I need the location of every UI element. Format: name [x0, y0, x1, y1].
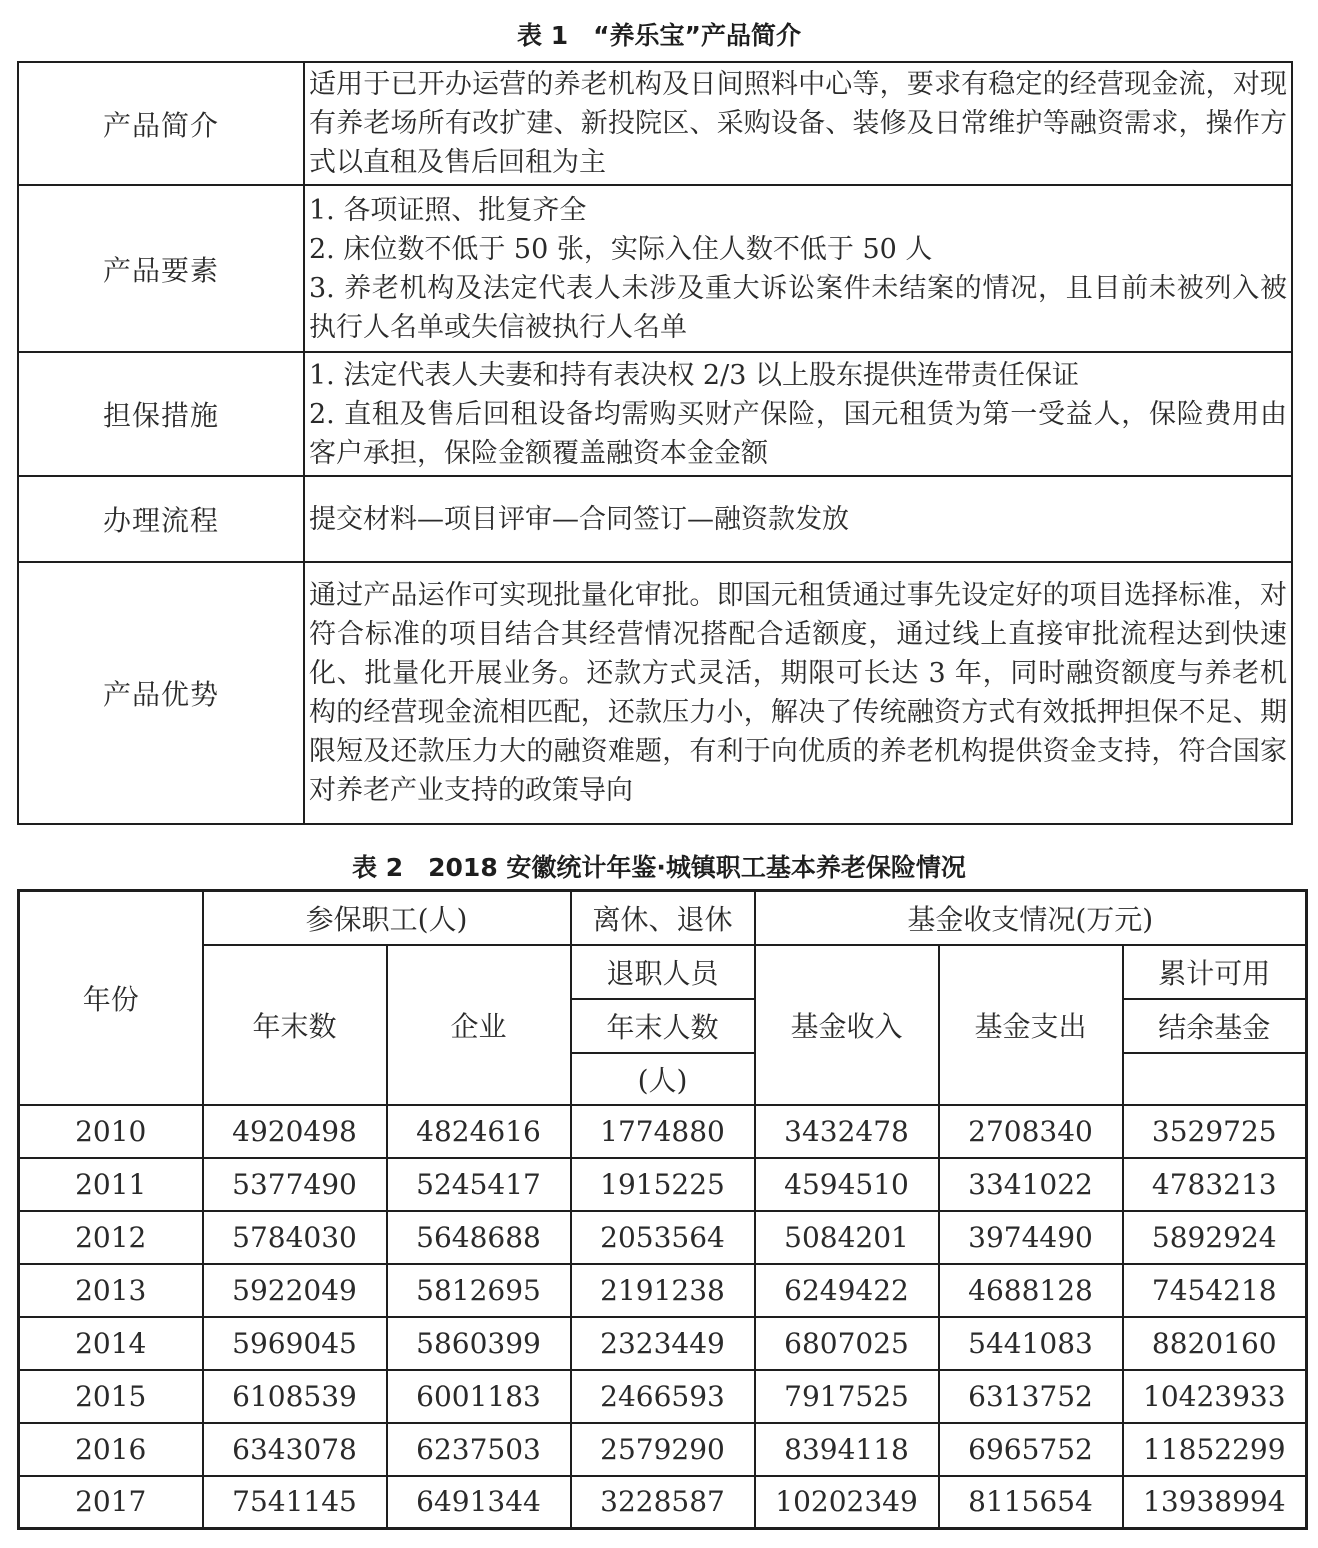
cell-retired: 1915225 [571, 1158, 755, 1211]
cell-fund-expense: 5441083 [939, 1317, 1123, 1370]
intro-row [18, 562, 1292, 824]
table-row [19, 1370, 1307, 1423]
cell-retired: 2053564 [571, 1211, 755, 1264]
cell-retired: 3228587 [571, 1476, 755, 1529]
table-row [19, 1158, 1307, 1211]
intro-row-label: 产品优势 [18, 562, 304, 824]
cell-enterprise: 5812695 [387, 1264, 571, 1317]
cell-fund-income: 7917525 [755, 1370, 939, 1423]
cell-balance: 10423933 [1123, 1370, 1307, 1423]
header-fund-group: 基金收支情况(万元) [755, 891, 1307, 945]
cell-enterprise: 5245417 [387, 1158, 571, 1211]
intro-row-label: 担保措施 [18, 352, 304, 476]
cell-year-end: 6343078 [203, 1423, 387, 1476]
cell-fund-income: 6807025 [755, 1317, 939, 1370]
cell-year: 2011 [19, 1158, 203, 1211]
intro-row-content [304, 62, 1292, 185]
intro-row [18, 185, 1292, 352]
header-enterprise: 企业 [387, 945, 571, 1105]
intro-content-line: 2. 床位数不低于 50 张，实际入住人数不低于 50 人 [309, 233, 933, 265]
cell-year-end: 5969045 [203, 1317, 387, 1370]
cell-year: 2010 [19, 1105, 203, 1158]
cell-year-end: 6108539 [203, 1370, 387, 1423]
cell-fund-income: 4594510 [755, 1158, 939, 1211]
cell-year-end: 7541145 [203, 1476, 387, 1529]
header-retired-line4: (人) [571, 1053, 755, 1105]
header-fund-expense: 基金支出 [939, 945, 1123, 1105]
cell-year: 2013 [19, 1264, 203, 1317]
cell-retired: 2579290 [571, 1423, 755, 1476]
intro-content-line: 1. 法定代表人夫妻和持有表决权 2/3 以上股东提供连带责任保证 [309, 359, 1079, 391]
cell-fund-expense: 8115654 [939, 1476, 1123, 1529]
table-row [19, 1317, 1307, 1370]
cell-fund-expense: 6313752 [939, 1370, 1123, 1423]
header-year-end: 年末数 [203, 945, 387, 1105]
cell-balance: 11852299 [1123, 1423, 1307, 1476]
header-retired-line2: 退职人员 [571, 945, 755, 999]
cell-year-end: 5377490 [203, 1158, 387, 1211]
intro-row-content [304, 562, 1292, 824]
header-balance-empty [1123, 1053, 1307, 1105]
cell-enterprise: 6001183 [387, 1370, 571, 1423]
table-row [19, 1105, 1307, 1158]
intro-content-line: 3. 养老机构及法定代表人未涉及重大诉讼案件未结案的情况，且目前未被列入被执行人名单或失信被执行人名单 [309, 272, 1287, 343]
cell-enterprise: 5860399 [387, 1317, 571, 1370]
table-row [19, 1423, 1307, 1476]
cell-retired: 1774880 [571, 1105, 755, 1158]
intro-content-line: 2. 直租及售后回租设备均需购买财产保险，国元租赁为第一受益人，保险费用由客户承担，保险金额覆盖融资本金金额 [309, 398, 1287, 469]
cell-fund-expense: 3974490 [939, 1211, 1123, 1264]
intro-row-label: 办理流程 [18, 476, 304, 562]
cell-balance: 3529725 [1123, 1105, 1307, 1158]
intro-content-line: 1. 各项证照、批复齐全 [309, 194, 587, 226]
header-retired-line1: 离休、退休 [571, 891, 755, 945]
cell-balance: 7454218 [1123, 1264, 1307, 1317]
cell-balance: 13938994 [1123, 1476, 1307, 1529]
cell-retired: 2191238 [571, 1264, 755, 1317]
header-balance-line1: 累计可用 [1123, 945, 1307, 999]
header-fund-income: 基金收入 [755, 945, 939, 1105]
table2-caption: 表 2 2018 安徽统计年鉴·城镇职工基本养老保险情况 [352, 853, 966, 882]
cell-year: 2017 [19, 1476, 203, 1529]
intro-row-content [304, 476, 1292, 562]
cell-fund-expense: 4688128 [939, 1264, 1123, 1317]
intro-row [18, 62, 1292, 185]
table-row [19, 1476, 1307, 1529]
cell-year: 2016 [19, 1423, 203, 1476]
cell-fund-expense: 6965752 [939, 1423, 1123, 1476]
pension-insurance-table [17, 889, 1308, 1530]
cell-year: 2012 [19, 1211, 203, 1264]
cell-fund-income: 5084201 [755, 1211, 939, 1264]
product-intro-table [17, 61, 1293, 825]
cell-enterprise: 6237503 [387, 1423, 571, 1476]
intro-content-line: 适用于已开办运营的养老机构及日间照料中心等，要求有稳定的经营现金流，对现有养老场所有改扩建、新投院区、采购设备、装修及日常维护等融资需求，操作方式以直租及售后回租为主 [309, 69, 1287, 178]
cell-year-end: 4920498 [203, 1105, 387, 1158]
intro-row [18, 352, 1292, 476]
cell-year: 2014 [19, 1317, 203, 1370]
cell-year: 2015 [19, 1370, 203, 1423]
intro-row [18, 476, 1292, 562]
table-row [19, 1211, 1307, 1264]
cell-year-end: 5922049 [203, 1264, 387, 1317]
intro-row-label: 产品简介 [18, 62, 304, 185]
intro-content-line: 通过产品运作可实现批量化审批。即国元租赁通过事先设定好的项目选择标准，对符合标准的项目结合其经营情况搭配合适额度，通过线上直接审批流程达到快速化、批量化开展业务。还款方式灵活，期限可长达 3 年，同时融资额度与养老机构的经营现金流相匹配，还款压力小，解决了传统融资方式有效抵押担保不足、期限短及还款压力大的融资难题，有利于向优质的养老机构提供资金支持，符合国家对养老产业支持的政策导向 [309, 580, 1287, 806]
cell-fund-income: 6249422 [755, 1264, 939, 1317]
cell-balance: 8820160 [1123, 1317, 1307, 1370]
cell-enterprise: 5648688 [387, 1211, 571, 1264]
cell-balance: 5892924 [1123, 1211, 1307, 1264]
cell-retired: 2323449 [571, 1317, 755, 1370]
table1-caption: 表 1 “养乐宝”产品简介 [517, 21, 801, 50]
cell-fund-expense: 2708340 [939, 1105, 1123, 1158]
header-insured-group: 参保职工(人) [203, 891, 571, 945]
intro-row-label: 产品要素 [18, 185, 304, 352]
header-retired-line3: 年末人数 [571, 999, 755, 1053]
intro-content-line: 提交材料—项目评审—合同签订—融资款发放 [309, 503, 849, 535]
cell-retired: 2466593 [571, 1370, 755, 1423]
cell-fund-income: 10202349 [755, 1476, 939, 1529]
cell-fund-expense: 3341022 [939, 1158, 1123, 1211]
cell-balance: 4783213 [1123, 1158, 1307, 1211]
intro-row-content [304, 352, 1292, 476]
cell-fund-income: 8394118 [755, 1423, 939, 1476]
cell-fund-income: 3432478 [755, 1105, 939, 1158]
table-row [19, 1264, 1307, 1317]
cell-enterprise: 6491344 [387, 1476, 571, 1529]
cell-enterprise: 4824616 [387, 1105, 571, 1158]
intro-row-content [304, 185, 1292, 352]
header-year: 年份 [19, 891, 203, 1105]
cell-year-end: 5784030 [203, 1211, 387, 1264]
header-balance-line2: 结余基金 [1123, 999, 1307, 1053]
